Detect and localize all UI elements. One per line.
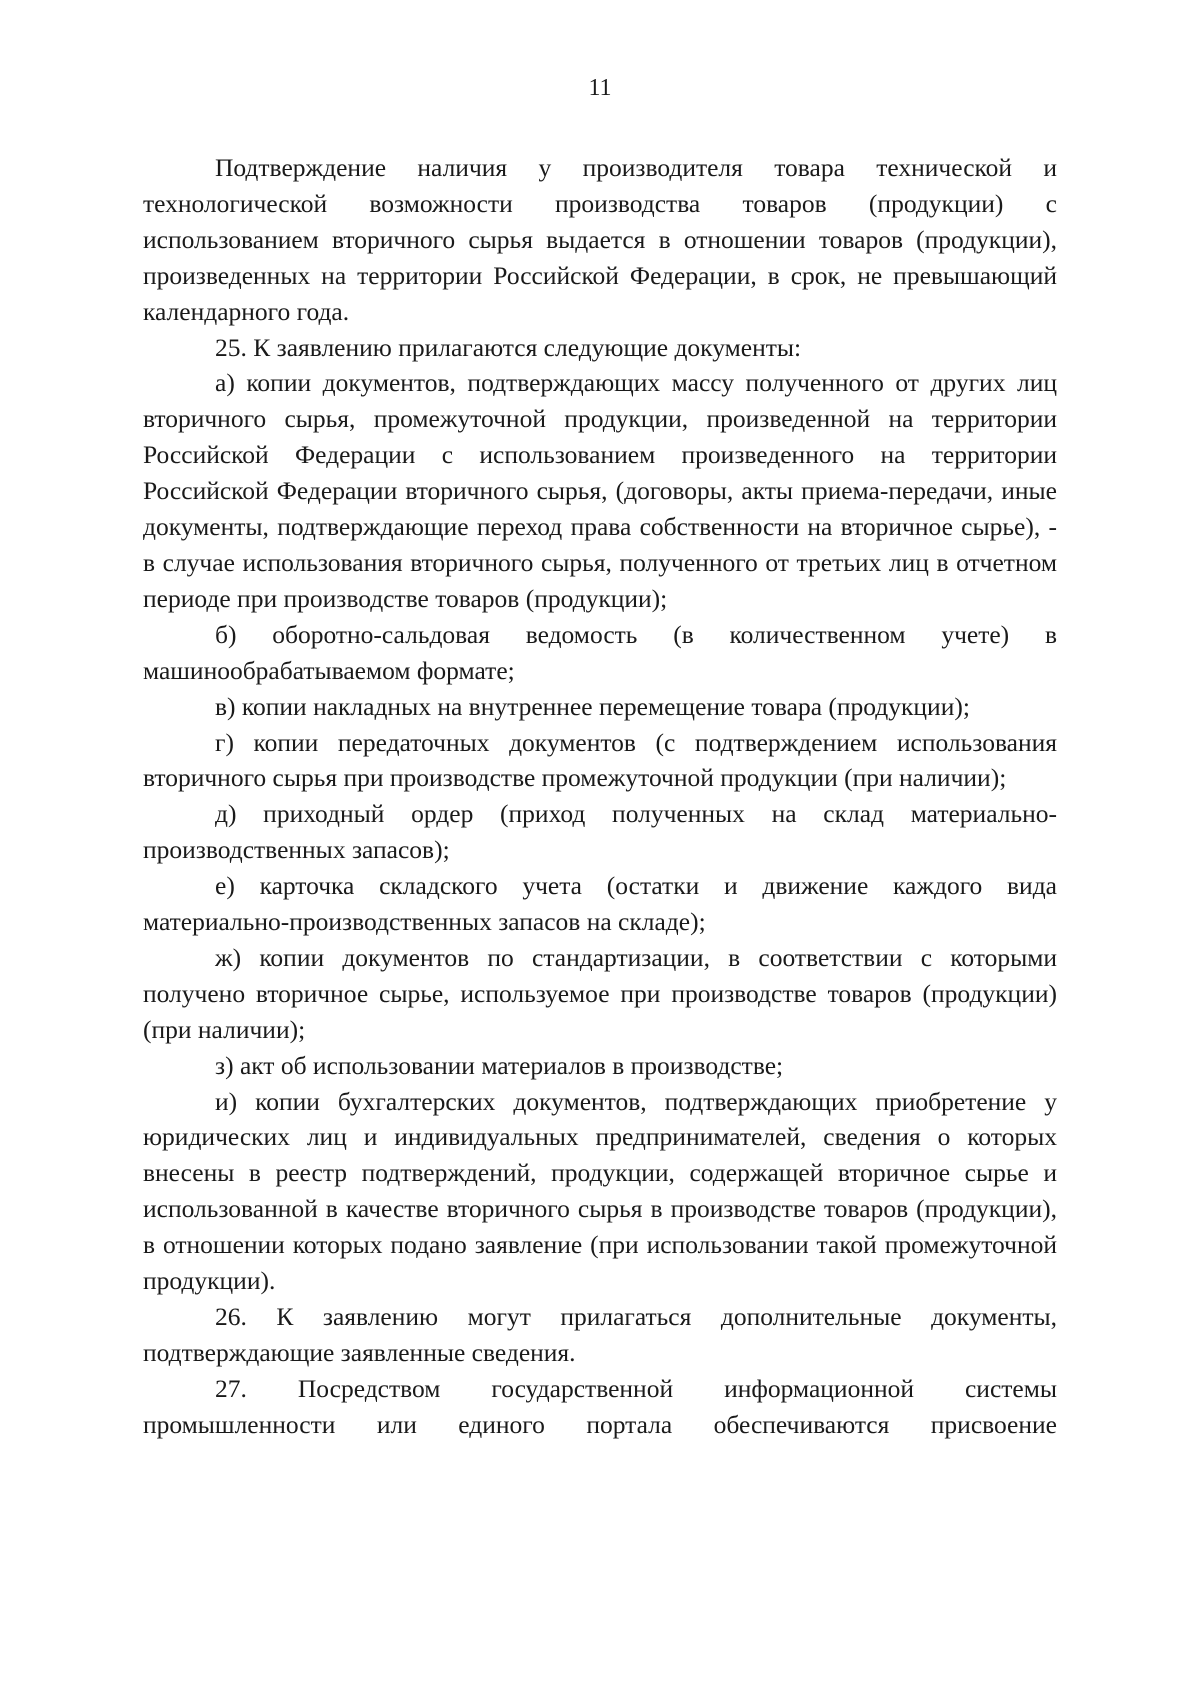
list-item-i: и) копии бухгалтерских документов, подтверждающих приобретение у юридических лиц и индивидуальных предпринимателей, сведения о которых внесены в реестр подтверждений, продукции, содержащей вторичное сырье и использованной в качестве вторичного сырья в производстве товаров (продукции), в отношении которых подано заявление (при использовании такой промежуточной продукции).	[143, 1086, 1057, 1296]
paragraph-certificate-validity: Подтверждение наличия у производителя товара технической и технологической возможности производства товаров (продукции) с использованием вторичного сырья выдается в отношении товаров (продукции), произведенных на территории Российской Федерации, в срок, не превышающий календарного года.	[143, 153, 1057, 326]
document-body	[143, 150, 1057, 1443]
list-item-d: д) приходный ордер (приход полученных на склад материально-производственных запасов);	[143, 799, 1057, 865]
paragraph-27: 27. Посредством государственной информационной системы промышленности или единого портала обеспечиваются присвоение	[143, 1373, 1057, 1439]
list-item-z: з) акт об использовании материалов в производстве;	[215, 1050, 784, 1080]
paragraph-26: 26. К заявлению могут прилагаться дополнительные документы, подтверждающие заявленные сведения.	[143, 1302, 1057, 1367]
list-item-zh: ж) копии документов по стандартизации, в соответствии с которыми получено вторичное сырье, используемое при производстве товаров (продукции) (при наличии);	[143, 942, 1057, 1044]
list-item-g: г) копии передаточных документов (с подтверждением использования вторичного сырья при производстве промежуточной продукции (при наличии);	[143, 727, 1057, 793]
list-item-b: б) оборотно-сальдовая ведомость (в количественном учете) в машинообрабатываемом формате;	[143, 619, 1057, 685]
list-item-e: е) карточка складского учета (остатки и движение каждого вида материально-производственных запасов на складе);	[143, 871, 1057, 937]
paragraph-25-heading: 25. К заявлению прилагаются следующие документы:	[215, 332, 802, 362]
list-item-a: а) копии документов, подтверждающих массу полученного от других лиц вторичного сырья, промежуточной продукции, произведенной на территории Российской Федерации с использованием произведенного на территории Российской Федерации вторичного сырья, (договоры, акты приема-передачи, иные документы, подтверждающие переход права собственности на вторичное сырье), - в случае использования вторичного сырья, полученного от третьих лиц в отчетном периоде при производстве товаров (продукции);	[143, 368, 1057, 613]
page-number: 11	[588, 75, 612, 101]
list-item-v: в) копии накладных на внутреннее перемещение товара (продукции);	[215, 691, 970, 721]
